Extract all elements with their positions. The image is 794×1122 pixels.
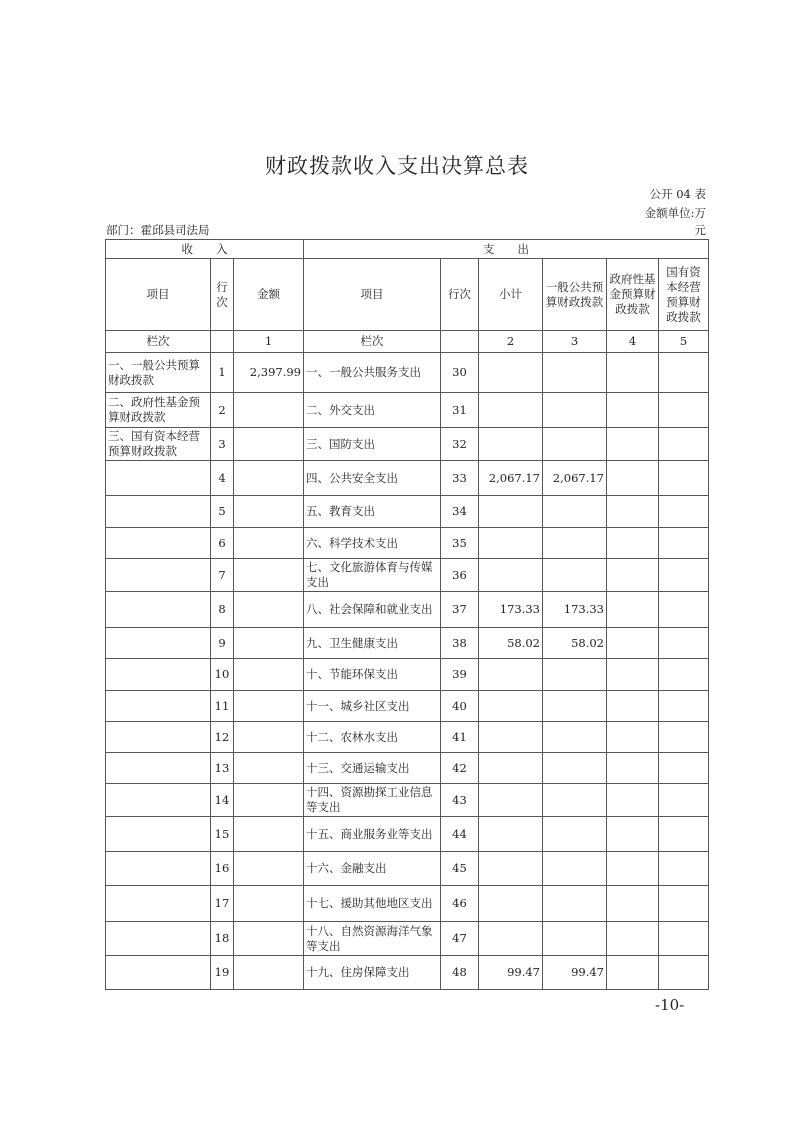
cell-in-amount: [234, 461, 304, 496]
col-subtotal: 小计: [479, 259, 543, 331]
cell-ex-line: 34: [441, 496, 479, 528]
lanci2: 栏次: [304, 331, 441, 353]
cell-ex-line: 36: [441, 559, 479, 592]
cell-general: 99.47: [543, 956, 607, 990]
table-row: [106, 817, 709, 852]
unit-label-cont: 元: [694, 223, 706, 237]
page-title: 财政拨款收入支出决算总表: [265, 154, 529, 178]
cell-general: 173.33: [543, 592, 607, 628]
cell-in-item: [106, 922, 211, 956]
cell-in-amount: 2,397.99: [234, 353, 304, 393]
cell-in-amount: [234, 628, 304, 659]
department: 部门：霍邱县司法局: [106, 223, 210, 237]
cell-state: [659, 956, 709, 990]
cell-subtotal: [479, 852, 543, 886]
table-row: [106, 922, 709, 956]
cell-in-line: 2: [211, 393, 234, 428]
table-row: [106, 691, 709, 722]
cell-in-line: 15: [211, 817, 234, 852]
cell-in-line: 4: [211, 461, 234, 496]
cell-ex-line: 42: [441, 753, 479, 784]
cell-in-amount: [234, 784, 304, 817]
col-line2: 行次: [441, 259, 479, 331]
cell-in-item: [106, 852, 211, 886]
cell-ex-item: 一、一般公共服务支出: [304, 353, 441, 393]
cell-in-amount: [234, 659, 304, 691]
cell-state: [659, 753, 709, 784]
cell-state: [659, 559, 709, 592]
cell-ex-item: 六、科学技术支出: [304, 528, 441, 559]
cell-general: [543, 393, 607, 428]
cell-in-amount: [234, 592, 304, 628]
cell-general: [543, 528, 607, 559]
cell-ex-line: 46: [441, 886, 479, 922]
cell-in-item: [106, 753, 211, 784]
table-row: [106, 592, 709, 628]
cell-in-line: 19: [211, 956, 234, 990]
cell-in-item: [106, 592, 211, 628]
cell-ex-line: 33: [441, 461, 479, 496]
cell-in-amount: [234, 496, 304, 528]
cell-state: [659, 722, 709, 753]
cell-fund: [607, 784, 659, 817]
cell-state: [659, 852, 709, 886]
cell-ex-item: 十七、援助其他地区支出: [304, 886, 441, 922]
cell-ex-item: 十二、农林水支出: [304, 722, 441, 753]
form-number: 公开 04 表: [649, 187, 706, 201]
cell-state: [659, 461, 709, 496]
table-row: [106, 428, 709, 461]
table-row: [106, 886, 709, 922]
cell-general: [543, 817, 607, 852]
cell-general: [543, 691, 607, 722]
col-general: 一般公共预算财政拨款: [543, 259, 607, 331]
cell-in-line: 3: [211, 428, 234, 461]
cell-subtotal: [479, 496, 543, 528]
cell-in-line: 13: [211, 753, 234, 784]
cell-ex-line: 30: [441, 353, 479, 393]
cell-general: 58.02: [543, 628, 607, 659]
cell-in-line: 14: [211, 784, 234, 817]
cell-fund: [607, 922, 659, 956]
table-row: [106, 784, 709, 817]
cell-subtotal: [479, 817, 543, 852]
cell-state: [659, 428, 709, 461]
cell-fund: [607, 886, 659, 922]
cell-general: [543, 886, 607, 922]
cell-in-item: 一、一般公共预算财政拨款: [106, 353, 211, 393]
cell-in-amount: [234, 886, 304, 922]
table-row: [106, 528, 709, 559]
cell-fund: [607, 628, 659, 659]
cell-in-item: [106, 461, 211, 496]
cell-state: [659, 393, 709, 428]
cell-in-line: 6: [211, 528, 234, 559]
cell-in-line: 9: [211, 628, 234, 659]
table-row: [106, 496, 709, 528]
col-line: 行 次: [211, 259, 234, 331]
table-row: [106, 628, 709, 659]
cell-fund: [607, 817, 659, 852]
cell-state: [659, 353, 709, 393]
cell-ex-line: 47: [441, 922, 479, 956]
cell-in-amount: [234, 691, 304, 722]
cell-subtotal: [479, 691, 543, 722]
cell-subtotal: [479, 886, 543, 922]
cell-in-item: [106, 956, 211, 990]
cell-state: [659, 922, 709, 956]
cell-ex-item: 十一、城乡社区支出: [304, 691, 441, 722]
cell-subtotal: [479, 353, 543, 393]
cell-in-amount: [234, 559, 304, 592]
table-row: [106, 852, 709, 886]
cell-in-amount: [234, 817, 304, 852]
cell-in-item: [106, 628, 211, 659]
cell-in-item: 二、政府性基金预算财政拨款: [106, 393, 211, 428]
cell-ex-item: 九、卫生健康支出: [304, 628, 441, 659]
cell-subtotal: 99.47: [479, 956, 543, 990]
cell-in-amount: [234, 393, 304, 428]
cell-in-item: [106, 659, 211, 691]
cell-state: [659, 784, 709, 817]
cell-fund: [607, 592, 659, 628]
cell-in-item: [106, 784, 211, 817]
cell-general: [543, 496, 607, 528]
cell-general: [543, 659, 607, 691]
cell-subtotal: 2,067.17: [479, 461, 543, 496]
cell-ex-line: 38: [441, 628, 479, 659]
cell-in-amount: [234, 852, 304, 886]
cell-in-line: 12: [211, 722, 234, 753]
table-row: [106, 461, 709, 496]
cell-state: [659, 659, 709, 691]
col-item: 项目: [106, 259, 211, 331]
cell-in-line: 11: [211, 691, 234, 722]
table-row: [106, 559, 709, 592]
expense-header: 支 出: [304, 240, 709, 259]
cell-subtotal: [479, 428, 543, 461]
page-number: -10-: [655, 996, 685, 1014]
cell-general: [543, 852, 607, 886]
col-item2: 项目: [304, 259, 441, 331]
cell-in-line: 17: [211, 886, 234, 922]
cell-general: [543, 559, 607, 592]
cell-fund: [607, 393, 659, 428]
col-num-4: 4: [607, 331, 659, 353]
cell-in-item: [106, 528, 211, 559]
cell-in-item: [106, 496, 211, 528]
col-fund: 政府性基金预算财政拨款: [607, 259, 659, 331]
cell-state: [659, 528, 709, 559]
cell-ex-line: 31: [441, 393, 479, 428]
cell-in-line: 5: [211, 496, 234, 528]
cell-fund: [607, 691, 659, 722]
cell-fund: [607, 852, 659, 886]
cell-ex-line: 40: [441, 691, 479, 722]
cell-ex-item: 十六、金融支出: [304, 852, 441, 886]
cell-in-item: [106, 886, 211, 922]
cell-ex-item: 十三、交通运输支出: [304, 753, 441, 784]
cell-ex-item: 七、文化旅游体育与传媒支出: [304, 559, 441, 592]
cell-subtotal: [479, 784, 543, 817]
cell-in-amount: [234, 922, 304, 956]
cell-subtotal: [479, 393, 543, 428]
cell-ex-line: 35: [441, 528, 479, 559]
cell-state: [659, 496, 709, 528]
table-row: [106, 393, 709, 428]
cell-ex-line: 39: [441, 659, 479, 691]
cell-fund: [607, 559, 659, 592]
cell-in-item: [106, 817, 211, 852]
cell-general: 2,067.17: [543, 461, 607, 496]
table-row: [106, 722, 709, 753]
cell-in-line: 16: [211, 852, 234, 886]
col-amount: 金额: [234, 259, 304, 331]
col-state: 国有资本经营预算财政拨款: [659, 259, 709, 331]
income-header: 收 入: [106, 240, 304, 259]
cell-subtotal: [479, 528, 543, 559]
table-row: [106, 659, 709, 691]
cell-fund: [607, 461, 659, 496]
cell-general: [543, 428, 607, 461]
lanci: 栏次: [106, 331, 211, 353]
cell-fund: [607, 722, 659, 753]
cell-fund: [607, 956, 659, 990]
cell-in-item: [106, 722, 211, 753]
cell-in-amount: [234, 528, 304, 559]
cell-general: [543, 722, 607, 753]
cell-ex-item: 十五、商业服务业等支出: [304, 817, 441, 852]
cell-ex-item: 四、公共安全支出: [304, 461, 441, 496]
col-num-2: 2: [479, 331, 543, 353]
col-num-5: 5: [659, 331, 709, 353]
cell-ex-line: 43: [441, 784, 479, 817]
cell-fund: [607, 528, 659, 559]
cell-subtotal: [479, 753, 543, 784]
cell-ex-item: 八、社会保障和就业支出: [304, 592, 441, 628]
cell-subtotal: 58.02: [479, 628, 543, 659]
cell-general: [543, 784, 607, 817]
cell-ex-item: 五、教育支出: [304, 496, 441, 528]
cell-state: [659, 592, 709, 628]
cell-ex-line: 44: [441, 817, 479, 852]
cell-in-item: [106, 691, 211, 722]
cell-in-line: 7: [211, 559, 234, 592]
cell-ex-item: 十八、自然资源海洋气象等支出: [304, 922, 441, 956]
appropriation-table: [105, 239, 709, 990]
cell-ex-item: 十九、住房保障支出: [304, 956, 441, 990]
cell-in-amount: [234, 428, 304, 461]
col-num-3: 3: [543, 331, 607, 353]
table-row: [106, 956, 709, 990]
cell-ex-line: 37: [441, 592, 479, 628]
cell-in-item: [106, 559, 211, 592]
cell-in-amount: [234, 753, 304, 784]
cell-in-line: 10: [211, 659, 234, 691]
cell-general: [543, 922, 607, 956]
cell-ex-line: 32: [441, 428, 479, 461]
cell-state: [659, 628, 709, 659]
cell-subtotal: 173.33: [479, 592, 543, 628]
cell-in-amount: [234, 956, 304, 990]
cell-general: [543, 753, 607, 784]
cell-fund: [607, 353, 659, 393]
cell-in-amount: [234, 722, 304, 753]
cell-subtotal: [479, 922, 543, 956]
cell-ex-item: 二、外交支出: [304, 393, 441, 428]
col-num-1: 1: [234, 331, 304, 353]
cell-state: [659, 886, 709, 922]
cell-general: [543, 353, 607, 393]
cell-fund: [607, 496, 659, 528]
cell-fund: [607, 659, 659, 691]
cell-fund: [607, 753, 659, 784]
cell-ex-line: 45: [441, 852, 479, 886]
cell-ex-item: 十、节能环保支出: [304, 659, 441, 691]
cell-in-line: 8: [211, 592, 234, 628]
cell-state: [659, 691, 709, 722]
cell-fund: [607, 428, 659, 461]
cell-in-item: 三、国有资本经营预算财政拨款: [106, 428, 211, 461]
cell-subtotal: [479, 722, 543, 753]
cell-subtotal: [479, 659, 543, 691]
table-row: [106, 753, 709, 784]
cell-ex-item: 十四、资源勘探工业信息等支出: [304, 784, 441, 817]
unit-label: 金额单位:万: [644, 206, 706, 220]
cell-ex-item: 三、国防支出: [304, 428, 441, 461]
cell-state: [659, 817, 709, 852]
cell-subtotal: [479, 559, 543, 592]
table-row: [106, 353, 709, 393]
cell-ex-line: 48: [441, 956, 479, 990]
cell-in-line: 18: [211, 922, 234, 956]
cell-in-line: 1: [211, 353, 234, 393]
cell-ex-line: 41: [441, 722, 479, 753]
